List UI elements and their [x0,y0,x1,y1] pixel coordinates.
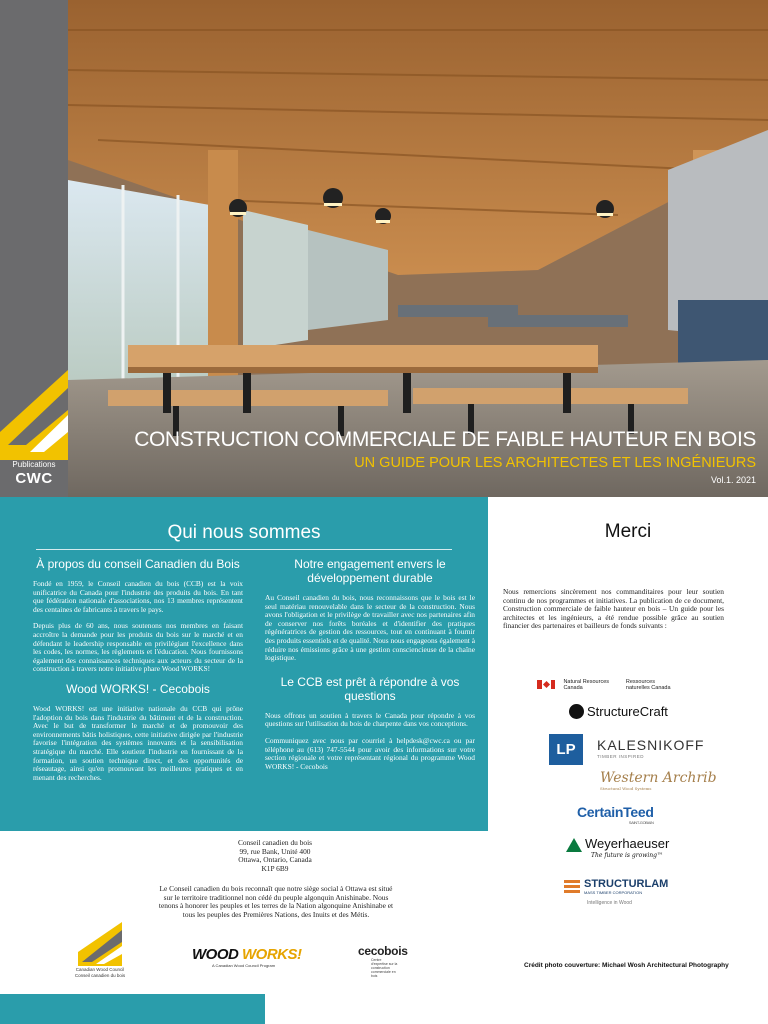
about-cwc-paragraph-1: Fondé en 1959, le Conseil canadien du bois (CCB) est la voix unificatrice du Canada pour l'industrie des produits du bois. En tant que fédération nationale d'associations, nos 13 membres représentent des centaines de fabricants à travers le pays. [33,579,243,614]
weyerhaeuser-logo [566,836,669,859]
structurlam-name: STRUCTURLAM [584,878,669,890]
about-left-column [33,557,243,790]
western-archrib-name: Western Archrib [600,770,717,786]
publications-label: Publications [12,460,56,469]
about-heading: Qui nous sommes [167,522,321,543]
structurlam-logo [564,878,668,895]
sustainability-paragraph: Au Conseil canadien du bois, nous reconnaissons que le bois est le seul matériau renouvelable dans le secteur de la construction. Nous avons l'obligation et le privilège de travailler avec nos partenaires afin de conserver nos forêts boréales et d'identifier des pratiques régénératrices de gestion des ressources, tout en continuant à fournir des produits essentiels et de qualité. Nous nous engageons également à réduire nos émissions grâce à une gestion consciencieuse de la chaîne logistique. [265,593,475,663]
weyerhaeuser-tagline: The future is growing™ [591,851,663,859]
thanks-paragraph: Nous remercions sincèrement nos commanditaires pour leur soutien continu de nos programmes et initiatives. La publication de ce document, Construction commerciale de faible hauteur en bois – Un guide pour les architectes et les ingénieurs, a été rendue possible grâce au soutien financier des partenaires et bailleurs de fonds suivants : [503,587,724,631]
questions-paragraph-1: Nous offrons un soutien à travers le Canada pour répondre à vos questions sur l'utilisation du bois de charpente dans vos conceptions. [265,710,475,729]
about-cwc-heading: À propos du conseil Canadien du Bois [36,557,240,571]
document-subtitle: UN GUIDE POUR LES ARCHITECTES ET LES INGÉNIEURS [354,455,756,471]
cwc-logo [70,922,130,978]
cwc-label: CWC [15,470,53,487]
thanks-heading: Merci [604,521,652,542]
structurecraft-logo [569,704,668,719]
volume-label: Vol.1. 2021 [710,475,756,485]
address-line-3: Ottawa, Ontario, Canada [238,855,312,865]
nrcan-en: Natural Resources Canada [563,678,609,691]
structurlam-subline: Intelligence in Wood [587,900,632,906]
document-title: CONSTRUCTION COMMERCIALE DE FAIBLE HAUTEUR EN BOIS [134,428,756,451]
bottom-teal-bar [0,994,265,1024]
lp-logo: LP [549,734,583,765]
woodworks-word: WOOD [192,946,239,963]
western-archrib-tagline: Structural Wood Systems [600,786,652,791]
structurecraft-name: StructureCraft [587,704,668,719]
kalesnikoff-tagline: TIMBER INSPIRED [597,754,645,759]
address-line-1: Conseil canadien du bois [237,838,313,847]
kalesnikoff-name: KALESNIKOFF [597,737,705,753]
nrcan-fr: Ressources naturelles Canada [625,678,671,691]
woodworks-heading: Wood WORKS! - Cecobois [66,681,210,696]
canada-flag-icon [537,680,555,689]
nrcan-logo [537,676,680,694]
address-line-4: K1P 6B9 [261,864,289,874]
woodworks-accent: WORKS! [242,946,302,963]
sustainability-heading: Notre engagement envers le développement durable [294,557,446,585]
certainteed-name: CertainTeed [577,804,654,820]
structurecraft-icon [569,704,584,719]
woodworks-logo [192,946,304,974]
western-archrib-logo [600,770,717,791]
cecobois-name: cecobois [358,944,408,958]
publications-cwc [0,460,68,487]
cwc-yellow-mark [0,370,68,460]
cecobois-tagline: Centre d'expertise sur la construction commerciale en bois [371,958,398,978]
cover-photo [68,0,768,497]
kalesnikoff-logo [597,737,704,759]
cwc-mark-icon [78,922,122,966]
about-cwc-paragraph-2: Depuis plus de 60 ans, nous soutenons nos membres en faisant accroître la demande pour les produits du bois sur le marché et en défendant le leadership responsable en privilégiant l'excellence dans les codes, les normes, les règlements et l'éducation. Nous fournissons également des connaissances techniques aux acteurs du secteur de la construction à travers notre initiative phare Wood WORKS! [33,621,243,674]
land-acknowledgement: Le Conseil canadien du bois reconnaît que notre siège social à Ottawa est situé sur le territoire traditionnel non cédé du peuple algonquin Anishinabe. Nous tenons à honorer les peuples et les terres de la Nation algonquine Anishinabe et tous les peuples des Premières Nations, des Inuits et des Métis. [158,884,394,920]
woodworks-paragraph: Wood WORKS! est une initiative nationale du CCB qui prône l'adoption du bois dans l'industrie du bâtiment et de la construction. Avec le but de transformer le marché et de promouvoir des environnements bâtis holistiques, cette initiative dirigée par l'industrie favorise l'intégration des systèmes innovants et la sensibilisation stratégique du marché. Elle soutient l'industrie en fournissant de la formation, un soutien technique direct, et des opportunités de réseautage, ainsi qu'en promouvant les meilleures pratiques et en menant des recherches. [33,703,243,782]
structurlam-icon [564,880,580,894]
weyerhaeuser-name: Weyerhaeuser [585,836,670,851]
cwc-logo-en: Canadian Wood Council [75,967,125,972]
address-line-2: 99, rue Bank, Unité 400 [239,846,311,856]
weyerhaeuser-tree-icon [566,838,582,852]
certainteed-tagline: SAINT-GOBAIN [628,820,654,825]
woodworks-tagline: A Canadian Wood Council Program [212,963,276,968]
questions-paragraph-2: Communiquez avec nous par courriel à helpdesk@cwc.ca ou par téléphone au (613) 747-5544 pour avoir des informations sur votre section régionale et votre représentant régional du programme Wood WORKS! - Cecobois [265,735,475,771]
cwc-logo-fr: Conseil canadien du bois [74,973,126,978]
certainteed-logo [577,804,654,825]
structurlam-tagline: MASS TIMBER CORPORATION [584,890,643,895]
about-right-column [265,557,475,779]
heading-rule [36,549,452,550]
cecobois-logo [358,944,408,978]
about-panel [0,497,488,831]
photo-credit: Crédit photo couverture: Michael Wosh Architectural Photography [524,962,729,969]
address-block [200,839,350,874]
questions-heading: Le CCB est prêt à répondre à vos questions [280,674,460,703]
